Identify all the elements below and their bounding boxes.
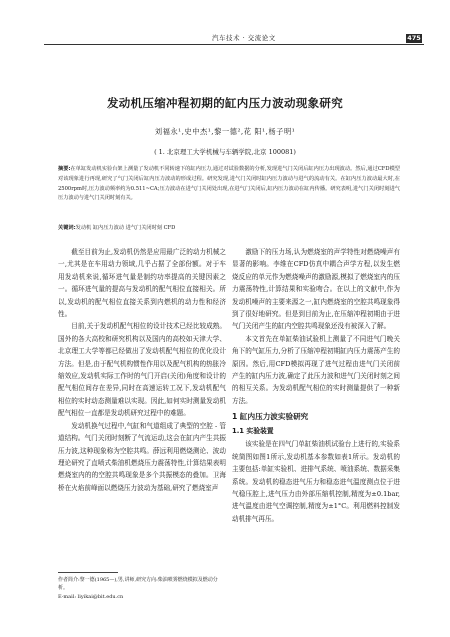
keywords (58, 224, 400, 233)
abstract-text: 在单缸发动机实验台架上测量了发动机不同转速下的缸内压力,通过对试验数据的分析,发现进气门关闭后缸内压力出现波动。然后,通过CFD模型对该现象进行再现,研究了气门关闭后缸内压力波动的形成过程。研究发现,进气门关闭时缸内压力波动与进气的流动有关。在缸内压力波动最大时,在2500rpm时,压力波动频率约为0.511~CA;压力波动在进气门关闭处出现,在进气门关闭后,缸内压力波动在缸内传播。研究表明,进气门关闭时刻进气压力波动与进气门关闭时刻有关。 (58, 166, 400, 202)
keywords-label: 关键词: (58, 225, 76, 231)
running-title: 汽车技术 · 交流论文 (212, 34, 276, 42)
footnote (58, 572, 226, 601)
abstract (58, 165, 400, 204)
paragraph: 目前,关于发动机配气相位的设计技术已经比较成熟。国外的各大高校和研究机构以及国内的高校如天津大学、北京理工大学等都已经做出了发动机配气相位的优化设计方法。但是,由于配气机构惯性作用以及配气机构的热胀冷缩效应,发动机实际工作时的气门开启(关闭)角度和设计的配气相位间存在差异,同时在高速运转工况下,发动机配气相位的实时动态测量难以实现。因此,如何实时测量发动机配气相位一直都是发动机研究过程中的难题。 (58, 322, 226, 418)
author-list: 刘福永¹,史中杰¹,黎一德²,花 阳¹,杨子明¹ (154, 127, 296, 136)
page-header (0, 0, 450, 60)
page-number: 475 (407, 34, 421, 42)
affiliation: ( 1. 北京理工大学机械与车辆学院,北京 100081) (154, 148, 296, 156)
paragraph: 该实验是在四气门单缸柴油机试验台上进行的,实验系统简图如图1所示,发动机基本参数如表1所示。发动机的主要包括:单缸实验机、进排气系统、喷油系统、数据采集系统。发动机的稳态进气压力和稳态进气温度测点位于进气稳压腔上,进气压力由外部压缩机控制,精度为±0.1bar,进气温度由进气空调控制,精度为±1°C。利用燃料控制发动机排气再压。 (232, 440, 400, 523)
paragraph: 发动机换气过程中,气缸和气道组成了典型的空腔 - 管道结构。气门关闭时刻断了气流运动,这会在缸内产生共振压力波,这种现象称为空腔共鸣。薛远利用燃烧测论、波动理论研究了直喷式柴油机燃烧压力震荡特性,计算结果表明燃烧室内的的空腔共鸣现象是多个共振模态的叠加。卫海桥在火焰前峰面以燃烧压力波动为基础,研究了燃烧室声 (58, 421, 226, 492)
footnote-rule (58, 572, 118, 573)
subsection-heading: 1.1 实验装置 (232, 427, 274, 436)
abstract-label: 摘要: (58, 166, 71, 172)
paper-title: 发动机压缩冲程初期的缸内压力波动现象研究 (107, 96, 343, 110)
paragraph: 截至目前为止,发动机仍然是应用最广泛的动力机械之一,尤其是在车用动力领域,几乎占据了全部份额。对于车用发动机来说,循环进气量是制约功率提高的关键因素之一。循环进气量的提高与发动机的配气相位直接相关。所以,发动机的配气相位直接关系到内燃机的动力性和经济性。 (58, 248, 226, 319)
section-heading: 1 缸内压力波实验研究 (232, 412, 309, 422)
keywords-text: 发动机 缸内压力波动 进气门关闭时刻 CFD (75, 225, 176, 231)
body-column-left (58, 246, 226, 494)
body-column-right (232, 246, 400, 525)
paragraph: 激励下的压力场,认为燃烧室的声学特性对燃烧噪声有显著的影响。李维在CFD仿真中耦合声学方程,以发生燃烧反应的单元作为燃烧噪声的激励源,模拟了燃烧室内的压力震荡特性,计算结果和实验吻合。在以上的文献中,作为发动机噪声的主要来源之一,缸内燃烧室的空腔共鸣现象得到了很好地研究。但是到目前为止,在压缩冲程初期由于进气门关闭产生的缸内空腔共鸣现象还没有被深入了解。 (232, 248, 400, 331)
header-rule (44, 44, 424, 45)
footnote-author-bio: 作者简介:黎一德(1965—),男,讲师,研究方向:柴油喷雾燃烧模拟及燃动分析。 (58, 576, 218, 592)
footnote-email: E-mail: liyikai@bit.edu.cn (58, 593, 124, 600)
paragraph: 本文首先在单缸柴油试验机上测量了不同进气门晚关角下的气缸压力,分析了压缩冲程初期缸内压力震荡产生的原因。然后,用CFD模拟再现了进气过程由进气门关闭前产生的缸内压力波,确定了此压力波和进气门关闭时刻之间的相互关系。为发动机配气相位的实时测量提供了一种新方法。 (232, 334, 400, 405)
